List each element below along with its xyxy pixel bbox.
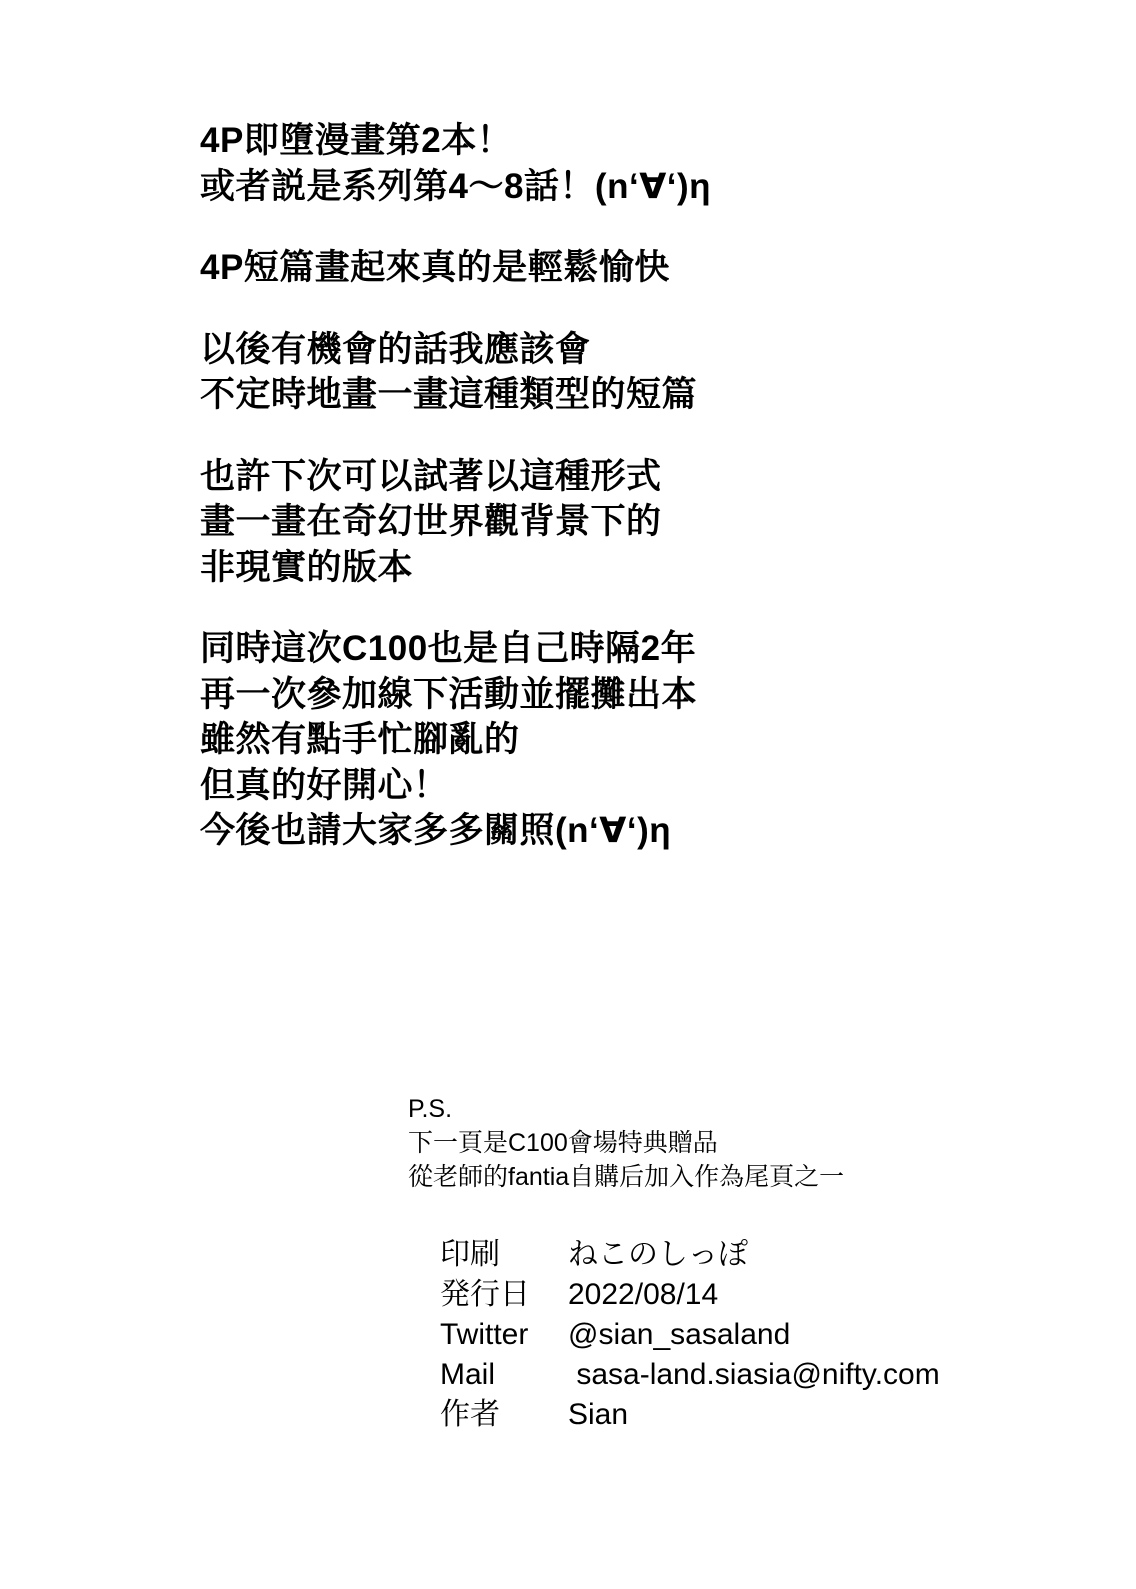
afterword-paragraph bbox=[200, 118, 1080, 209]
colophon-row-publish-date bbox=[440, 1275, 1100, 1315]
colophon-block bbox=[440, 1235, 1100, 1434]
colophon-value: 2022/08/14 bbox=[568, 1277, 719, 1311]
afterword-paragraph bbox=[200, 626, 1080, 854]
colophon-value: ねこのしっぽ bbox=[568, 1238, 748, 1271]
afterword-line: 以後有機會的話我應該會 bbox=[200, 329, 591, 369]
afterword-line: 4P短篇畫起來真的是輕鬆愉快 bbox=[200, 248, 670, 287]
colophon-value: Sian bbox=[568, 1397, 629, 1431]
colophon-label: Twitter bbox=[440, 1317, 529, 1351]
afterword-line: 4P即墮漫畫第2本！ bbox=[200, 121, 513, 160]
afterword-line: 或者説是系列第4〜8話！(n‘∀‘)η bbox=[200, 166, 712, 206]
postscript-line: P.S. bbox=[408, 1095, 453, 1123]
postscript-block bbox=[408, 1092, 1108, 1194]
colophon-value-email[interactable]: sasa-land.siasia@nifty.com bbox=[568, 1357, 940, 1391]
colophon-value-twitter-handle[interactable]: @sian_sasaland bbox=[568, 1317, 791, 1351]
afterword-line: 但真的好開心！ bbox=[200, 765, 449, 805]
afterword-paragraph bbox=[200, 327, 1080, 418]
afterword-line: 雖然有點手忙腳亂的 bbox=[200, 720, 520, 759]
postscript-line: 從老師的fantia自購后加入作為尾頁之一 bbox=[408, 1163, 845, 1191]
afterword-line: 也許下次可以試著以這種形式 bbox=[200, 456, 662, 496]
colophon-row-twitter bbox=[440, 1315, 1100, 1355]
afterword-paragraph bbox=[200, 245, 1080, 291]
afterword-line: 畫一畫在奇幻世界觀背景下的 bbox=[200, 502, 662, 541]
afterword-line: 再一次參加線下活動並擺攤出本 bbox=[200, 674, 698, 714]
afterword-line: 同時這次C100也是自己時隔2年 bbox=[200, 629, 697, 668]
afterword-line: 不定時地畫一畫這種類型的短篇 bbox=[200, 375, 698, 414]
afterword-paragraph bbox=[200, 454, 1080, 591]
colophon-label: Mail bbox=[440, 1357, 496, 1391]
postscript-line: 下一頁是C100會場特典贈品 bbox=[408, 1129, 718, 1157]
colophon-row-printer bbox=[440, 1235, 1100, 1275]
colophon-label: 作者 bbox=[440, 1397, 500, 1431]
afterword-line: 今後也請大家多多關照(n‘∀‘)η bbox=[200, 811, 672, 850]
colophon-label: 印刷 bbox=[440, 1238, 500, 1271]
afterword-line: 非現實的版本 bbox=[200, 547, 414, 587]
afterword-text-block bbox=[200, 118, 1080, 854]
colophon-row-author bbox=[440, 1395, 1100, 1435]
colophon-label: 発行日 bbox=[440, 1277, 530, 1311]
colophon-row-mail bbox=[440, 1355, 1100, 1395]
